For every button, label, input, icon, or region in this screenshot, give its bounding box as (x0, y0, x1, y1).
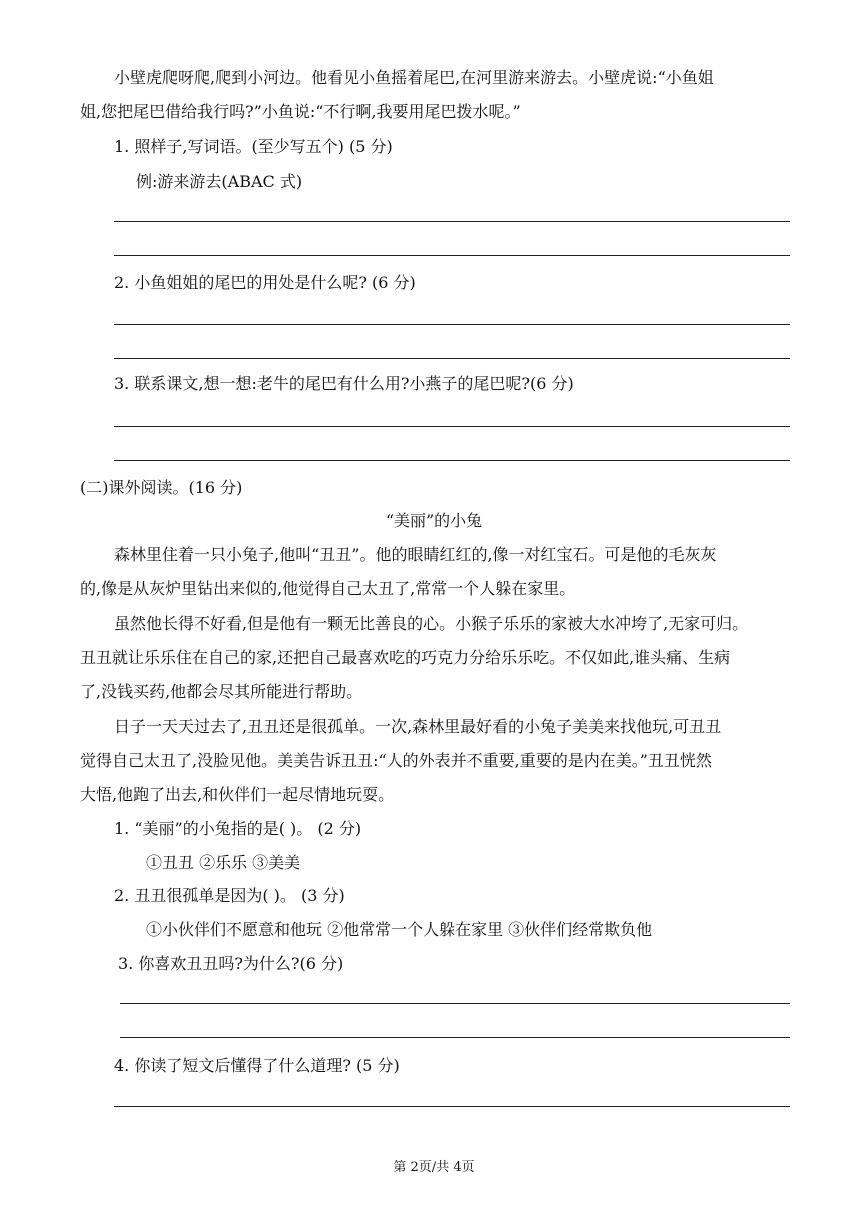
paragraph-2-line-1: 虽然他长得不好看,但是他有一颗无比善良的心。小猴子乐乐的家被大水冲垮了,无家可归。 (114, 614, 749, 633)
article-title: “美丽”的小兔 (385, 511, 483, 530)
answer-line[interactable] (114, 426, 790, 427)
answer-line[interactable] (114, 460, 790, 461)
question-2: 2. 小鱼姐姐的尾巴的用处是什么呢? (6 分) (114, 273, 416, 292)
section-heading: (二)课外阅读。(16 分) (80, 478, 243, 497)
answer-line[interactable] (120, 1003, 790, 1004)
paragraph-1-line-1: 森林里住着一只小兔子,他叫“丑丑”。他的眼睛红红的,像一对红宝石。可是他的毛灰灰 (114, 545, 717, 564)
paragraph-1-line-2: 的,像是从灰炉里钻出来似的,他觉得自己太丑了,常常一个人躲在家里。 (80, 579, 576, 598)
sub-question-4: 4. 你读了短文后懂得了什么道理? (5 分) (114, 1056, 400, 1075)
answer-line[interactable] (114, 221, 790, 222)
page-footer: 第 2页/共 4页 (393, 1160, 475, 1175)
paragraph-3-line-3: 大悟,他跑了出去,和伙伴们一起尽情地玩耍。 (80, 785, 395, 804)
sub-question-1-options: ①丑丑 ②乐乐 ③美美 (146, 853, 301, 872)
question-1: 1. 照样子,写词语。(至少写五个) (5 分) (114, 137, 393, 156)
sub-question-3: 3. 你喜欢丑丑吗?为什么?(6 分) (118, 954, 344, 973)
sub-question-2-options: ①小伙伴们不愿意和他玩 ②他常常一个人躲在家里 ③伙伴们经常欺负他 (146, 920, 653, 939)
answer-line[interactable] (114, 1106, 790, 1107)
question-1-example: 例:游来游去(ABAC 式) (136, 172, 303, 191)
sub-question-2: 2. 丑丑很孤单是因为( )。 (3 分) (114, 886, 345, 905)
answer-line[interactable] (114, 255, 790, 256)
answer-line[interactable] (114, 324, 790, 325)
question-3: 3. 联系课文,想一想:老牛的尾巴有什么用?小燕子的尾巴呢?(6 分) (114, 374, 574, 393)
paragraph-2-line-2: 丑丑就让乐乐住在自己的家,还把自己最喜欢吃的巧克力分给乐乐吃。不仅如此,谁头痛、生病 (80, 648, 731, 667)
passage-line-2: 姐,您把尾巴借给我行吗?”小鱼说:“不行啊,我要用尾巴拨水呢。” (80, 102, 521, 121)
passage-line-1: 小壁虎爬呀爬,爬到小河边。他看见小鱼摇着尾巴,在河里游来游去。小壁虎说:“小鱼姐 (114, 68, 714, 87)
paragraph-2-line-3: 了,没钱买药,他都会尽其所能进行帮助。 (80, 682, 363, 701)
paragraph-3-line-1: 日子一天天过去了,丑丑还是很孤单。一次,森林里最好看的小兔子美美来找他玩,可丑丑 (114, 717, 722, 736)
sub-question-1: 1. “美丽”的小兔指的是( )。 (2 分) (114, 819, 362, 838)
answer-line[interactable] (120, 1037, 790, 1038)
paragraph-3-line-2: 觉得自己太丑了,没脸见他。美美告诉丑丑:“人的外表并不重要,重要的是内在美。”丑丑恍然 (80, 751, 712, 770)
answer-line[interactable] (114, 358, 790, 359)
